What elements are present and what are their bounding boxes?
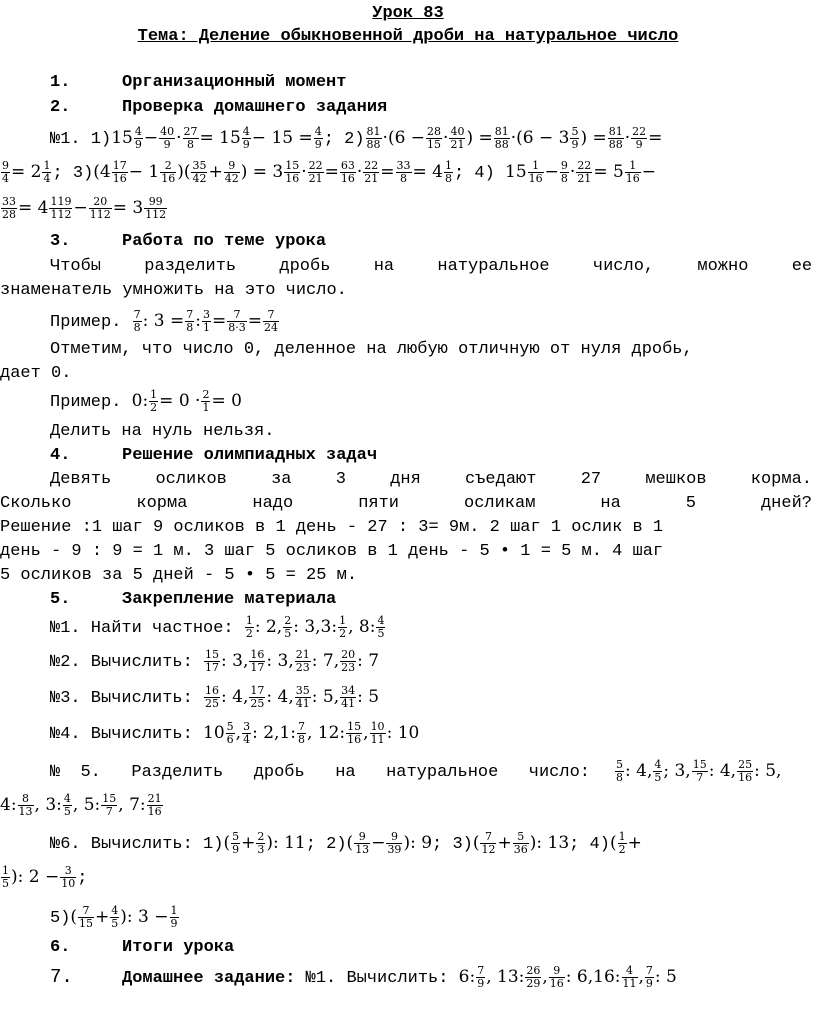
olympiad-line-3: Решение :1 шаг 9 осликов в 1 день - 27 : 3= 9м. 2 шаг 1 ослик в 1 (0, 518, 664, 537)
rule-line-1: Чтобы разделить дробь на натуральное число, можно ее (50, 257, 813, 276)
example-1: Пример. $\frac{7}{8}$ : 3 = $\frac{7}{8}$ : $\frac{3}{1}$ = $\frac{7}{8\cdot 3}$ = $\frac{7}{24}$ (50, 308, 278, 334)
section-4-heading: 4. Решение олимпиадных задач (50, 446, 378, 465)
olympiad-line-2: Сколько корма надо пяти осликам на 5 дней? (0, 494, 812, 513)
rule-line-2: знаменатель умножить на это число. (0, 281, 347, 300)
task-1: №1. Найти частное: $\frac{1}{2}$ : 2, $\frac{2}{5}$ : 3,3: $\frac{1}{2}$ , 8: $\frac{4}{5}$ (50, 614, 385, 640)
section-6-heading: 6. Итоги урока (50, 938, 235, 957)
lesson-number: Урок 83 (372, 4, 444, 23)
task-6-line-3: 5)( $\frac{7}{15}$ + $\frac{4}{5}$ ): 3 − $\frac{1}{9}$ (50, 904, 178, 930)
example-2: Пример. 0: $\frac{1}{2}$ = 0 · $\frac{2}{1}$ = 0 (50, 388, 242, 414)
task-6-line-2: $\frac{1}{5}$ ): 2 − $\frac{3}{10}$ ; (2, 864, 88, 890)
zero-rule-line-1: Отметим, что число 0, деленное на любую отличную от нуля дробь, (50, 340, 693, 359)
hw-check-line-2: $\frac{9}{4}$ = 2 $\frac{1}{4}$ ; 3)(4 $\frac{17}{16}$ − 1 $\frac{2}{16}$ )( $\frac{35}{42}$ + $\frac{9}{42}$ ) = 3 $\frac{15}{16}$ · $\frac{22}{21}$ = $\frac{63}{16}$ · $\frac{22}{21}$ = $\frac{33}{8}$ = 4 $\frac{1}{8}$ ; 4) 15 $\frac{1}{16}$ − $\frac{9}{8}$ · $\frac{22}{21}$ = 5 $\frac{1}{16}$ − (2, 159, 657, 185)
section-7-heading: 7. Домашнее задание: №1. Вычислить: 6: $\frac{7}{9}$ , 13: $\frac{26}{29}$ , $\frac{9}{16}$ : 6,16: $\frac{4}{11}$ , $\frac{7}{9}$ : 5 (50, 964, 677, 990)
hw-check-line-3: $\frac{33}{28}$ = 4 $\frac{119}{112}$ − $\frac{20}{112}$ = 3 $\frac{99}{112}$ (2, 195, 167, 221)
task-3: №3. Вычислить: $\frac{16}{25}$ : 4, $\frac{17}{25}$ : 4, $\frac{35}{41}$ : 5, $\frac{34}{41}$ : 5 (50, 684, 380, 710)
olympiad-line-4: день - 9 : 9 = 1 м. 3 шаг 5 осликов в 1 день - 5 • 1 = 5 м. 4 шаг (0, 542, 664, 561)
olympiad-line-1: Девять осликов за 3 дня съедают 27 мешков корма. (50, 470, 812, 489)
section-2-heading: 2. Проверка домашнего задания (50, 98, 388, 117)
task-6-line-1: №6. Вычислить: 1)( $\frac{5}{9}$ + $\frac{2}{3}$ ): 11; 2)( $\frac{9}{13}$ − $\frac{9}{39}$ ): 9; 3)( $\frac{7}{12}$ + $\frac{5}{36}$ ): 13; 4)( $\frac{1}{2}$ + (50, 830, 642, 856)
section-5-heading: 5. Закрепление материала (50, 590, 337, 609)
lesson-topic (0, 27, 816, 47)
section-1-heading: 1. Организационный момент (50, 73, 347, 92)
olympiad-line-5: 5 осликов за 5 дней - 5 • 5 = 25 м. (0, 566, 358, 585)
no-zero-division: Делить на нуль нельзя. (50, 422, 275, 441)
task-5-line-1: №5. Разделить дробь на натуральное число: $\frac{5}{8}$ : 4, $\frac{4}{5}$ ; 3, $\frac{15}{7}$ : 4, $\frac{25}{16}$ : 5, (50, 758, 782, 784)
task-2: №2. Вычислить: $\frac{15}{17}$ : 3, $\frac{16}{17}$ : 3, $\frac{21}{23}$ : 7, $\frac{20}{23}$ : 7 (50, 648, 380, 674)
task-4: №4. Вычислить: 10 $\frac{5}{6}$ , $\frac{3}{4}$ : 2,1: $\frac{7}{8}$ , 12: $\frac{15}{16}$ , $\frac{10}{11}$ : 10 (50, 720, 420, 746)
hw-check-line-1: №1. 1)15 $\frac{4}{9}$ − $\frac{40}{9}$ · $\frac{27}{8}$ = 15 $\frac{4}{9}$ − 15 = $\frac{4}{9}$ ; 2) $\frac{81}{88}$ ·(6 − $\frac{28}{15}$ · $\frac{40}{21}$ ) = $\frac{81}{88}$ ·(6 − 3 $\frac{5}{9}$ ) = $\frac{81}{88}$ · $\frac{22}{9}$ = (50, 125, 663, 151)
task-5-line-2: 4: $\frac{8}{13}$ , 3: $\frac{4}{5}$ , 5: $\frac{15}{7}$ , 7: $\frac{21}{16}$ (0, 792, 162, 818)
topic-text: Тема: Деление обыкновенной дроби на натуральное число (137, 27, 679, 46)
lesson-title (0, 4, 816, 24)
section-3-heading: 3. Работа по теме урока (50, 232, 327, 251)
zero-rule-line-2: дает 0. (0, 364, 72, 383)
